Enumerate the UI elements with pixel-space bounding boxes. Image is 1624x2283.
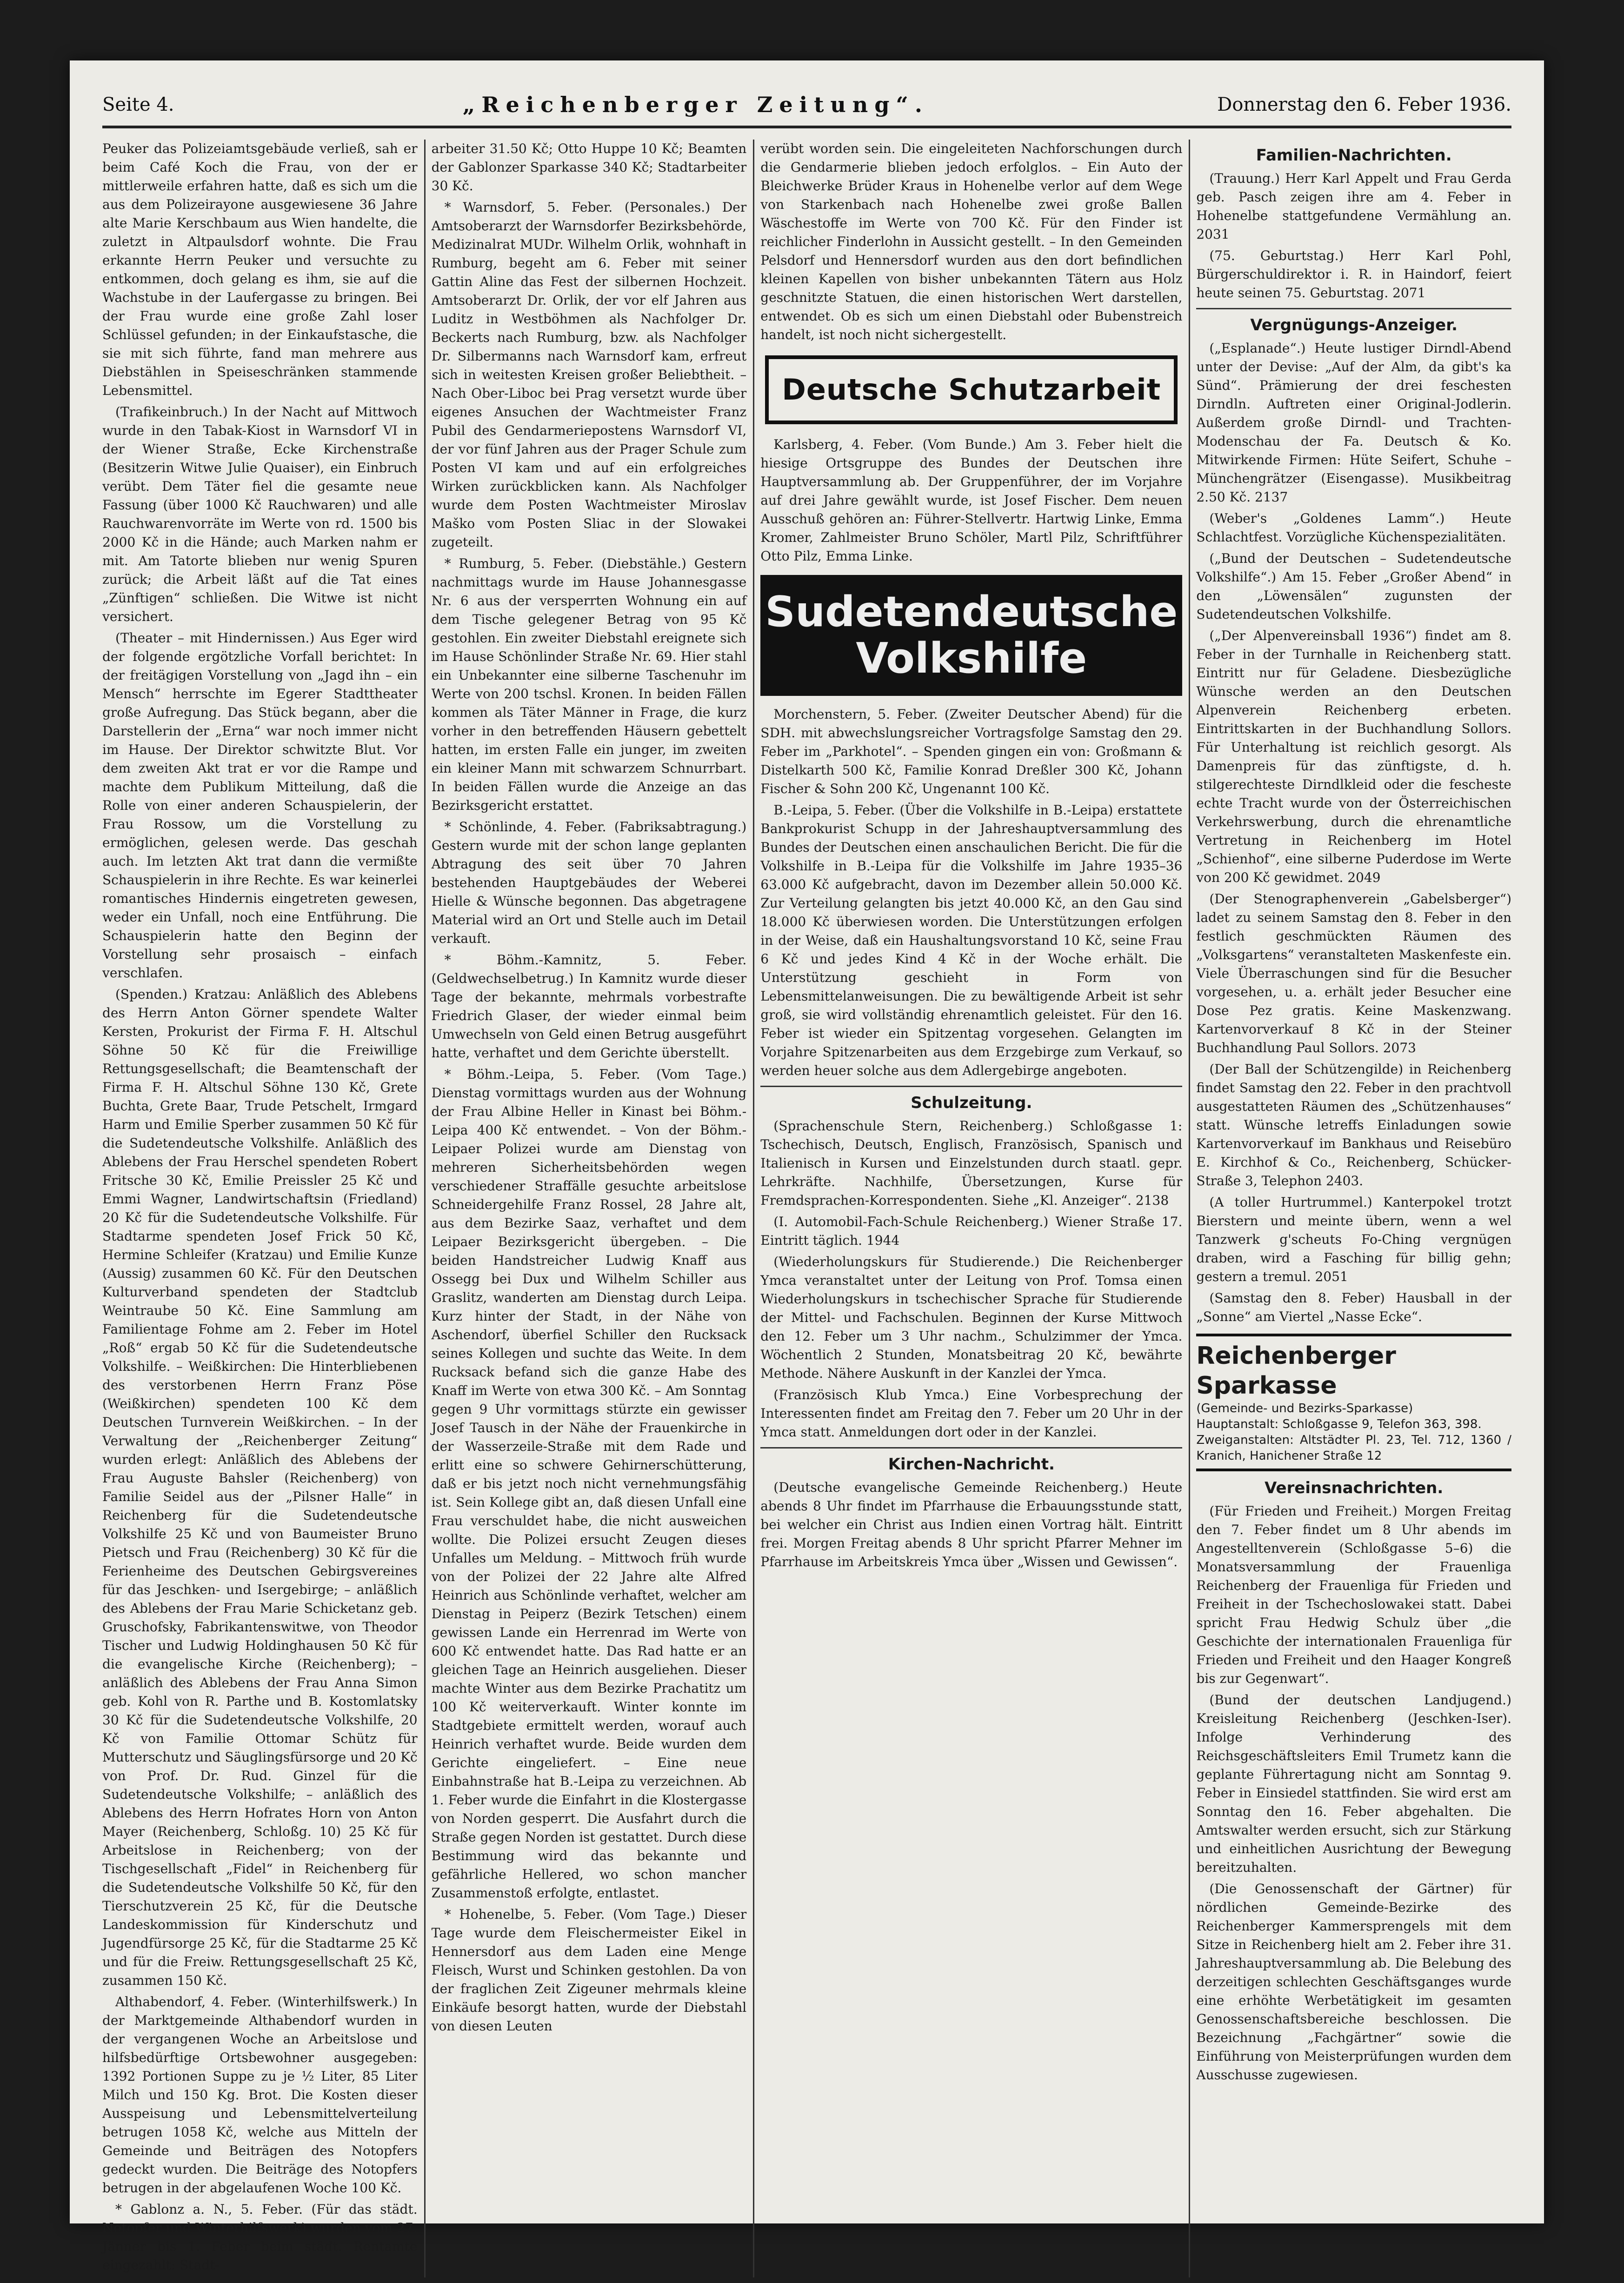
section-heading-church: Kirchen-Nachricht.: [888, 1455, 1055, 1474]
bank-name: Reichenberger Sparkasse: [1196, 1342, 1396, 1400]
issue-date: Donnerstag den 6. Feber 1936.: [1217, 94, 1511, 115]
notice: (75. Geburtstag.) Herr Karl Pohl, Bürgerschuldirektor i. R. in Haindorf, feiert heute seinen 75. Geburtstag. 2071: [1196, 248, 1511, 300]
page-header: [102, 84, 1511, 128]
bank-main-office: Hauptanstalt: Schloßgasse 9, Telefon 363, 398.: [1196, 1417, 1482, 1431]
divider: [760, 1447, 1182, 1449]
notice: (A toller Hurtrummel.) Kanterpokel trotzt Bierstern und meinte übern, wenn a wel Tanzwerk g'scheuts Fo-Ching vergnügen draben, wird a Fasching für billig gehn; gestern a tremul. 2051: [1196, 1195, 1511, 1284]
article: (I. Automobil-Fach-Schule Reichenberg.) Wiener Straße 17. Eintritt täglich. 1944: [760, 1214, 1183, 1248]
notice: (Die Genossenschaft der Gärtner) für nördlichen Gemeinde-Bezirke des Reichenberger Kammersprengels mit dem Sitze in Reichenberg hielt am 2. Feber ihre 31. Jahreshauptversammlung ab. Die Belebung des derzeitigen schlechten Geschäftsganges wurde eine erhöhte Werbetätigkeit im gesamten Genossenschaftsbereiche beschlossen. Die Bezeichnung „Fachgärtner“ sowie die Einführung von Meisterprüfungen wurden dem Ausschusse zugewiesen.: [1196, 1881, 1511, 2083]
article: Morchenstern, 5. Feber. (Zweiter Deutscher Abend) für die SDH. mit abwechslungsreicher Vortragsfolge Samstag den 29. Feber im „Parkhotel“. – Spenden gingen ein von: Großmann & Distelkarth 500 Kč, Familie Konrad Dreßler 300 Kč, Johann Fischer & Sohn 200 Kč, Ungenannt 100 Kč.: [760, 707, 1183, 796]
article-columns: [102, 140, 1511, 2273]
section-heading-amusement: Vergnügungs-Anzeiger.: [1250, 316, 1458, 334]
article: Peuker das Polizeiamtsgebäude verließ, sah er beim Café Koch die Frau, von der er mittlerweile erfahren hatte, daß es sich um die aus dem Polizeirayone ausgewiesene 36 Jahre alte Marie Kerschbaum aus Wien handelte, die zuletzt in Altpaulsdorf wohnte. Die Frau erkannte Herrn Peuker und versuchte zu entkommen, doch gelang es ihm, sie auf die Wachstube in der Laufergasse zu bringen. Bei der Frau wurde eine große Zahl loser Schlüssel gefunden; in der Einkaufstasche, die sie mit sich führte, fand man mehrere aus Diebstählen in Speiseschränken stammende Lebensmittel.: [102, 141, 418, 398]
notice: („Esplanade“.) Heute lustiger Dirndl-Abend unter der Devise: „Auf der Alm, da gibt's ka Sünd“. Prämierung der drei feschesten Dirndln. Auftreten einer Original-Jodlerin. Außerdem große Dirndl- und Trachten-Modenschau der Fa. Deutsch & Ko. Mitwirkende Firmen: Hüte Seifert, Schuhe – Münchengrätzer (Eisengasse). Musikbeitrag 2.50 Kč. 2137: [1196, 340, 1511, 505]
article: arbeiter 31.50 Kč; Otto Huppe 10 Kč; Beamten der Gablonzer Sparkasse 340 Kč; Stadtarbeiter 30 Kč.: [431, 141, 747, 194]
article: (Französisch Klub Ymca.) Eine Vorbesprechung der Interessenten findet am Freitag den 7. Feber um 20 Uhr in der Ymca statt. Anmeldungen dort oder in der Kanzlei.: [760, 1387, 1183, 1440]
newspaper-title: „Reichenberger Zeitung“.: [462, 92, 929, 117]
column-3: [760, 140, 1182, 2277]
article: * Schönlinde, 4. Feber. (Fabriksabtragung.) Gestern wurde mit der schon lange geplanten Abtragung des seit über 70 Jahren bestehenden Hauptgebäudes der Weberei Hielle & Wünsche begonnen. Das abgetragene Material wird an Ort und Stelle auch im Detail verkauft.: [431, 819, 747, 946]
article: Althabendorf, 4. Feber. (Winterhilfswerk.) In der Marktgemeinde Althabendorf wurden in der vergangenen Woche an Arbeitslose und hilfsbedürftige Ortsbewohner ausgegeben: 1392 Portionen Suppe zu je ½ Liter, 85 Liter Milch und 150 Kg. Brot. Die Kosten dieser Ausspeisung und Lebensmittelverteilung betrugen 1058 Kč, welche aus Mitteln der Gemeinde und Beiträgen des Notopfers gedeckt wurden. Die Beiträge des Notopfers betrugen in der abgelaufenen Woche 100 Kč.: [102, 1994, 418, 2196]
notice: (Trauung.) Herr Karl Appelt und Frau Gerda geb. Pasch zeigen ihre am 4. Feber in Hohenelbe stattgefundene Vermählung an. 2031: [1196, 171, 1511, 242]
ad-reichenberger-sparkasse: [1196, 1334, 1511, 1471]
article: verübt worden sein. Die eingeleiteten Nachforschungen durch die Gendarmerie blieben jedoch erfolglos. – Ein Auto der Bleichwerke Brüder Kraus in Hohenelbe verlor auf dem Wege von Starkenbach nach Hohenelbe zwei große Ballen Wäschestoffe im Werte von 700 Kč. Für den Finder ist reichlicher Finderlohn in Aussicht gestellt. – In den Gemeinden Pelsdorf und Hennersdorf wurden aus den dort befindlichen kleinen Kapellen von bisher unbekannten Tätern aus Holz geschnitzte Statuen, die einen historischen Wert darstellen, entwendet. Ob es sich um einen Diebstahl oder Bubenstreich handelt, ist noch nicht sichergestellt.: [760, 141, 1183, 342]
bank-subtitle: (Gemeinde- und Bezirks-Sparkasse): [1196, 1402, 1413, 1415]
article: B.-Leipa, 5. Feber. (Über die Volkshilfe in B.-Leipa) erstattete Bankprokurist Schupp in der Jahreshauptversammlung des Bundes der Deutschen einen anschaulichen Bericht. Die für die Volkshilfe in B.-Leipa für die Volkshilfe im Jahre 1935–36 63.000 Kč aufgebracht, davon im Dezember allein 50.000 Kč. Zur Verteilung gelangten bis jetzt 40.000 Kč, an den Gau sind 18.000 Kč überwiesen worden. Die Unterstützungen erfolgen in der Weise, daß ein Haushaltungsvorstand 10 Kč, seine Frau 6 Kč und jedes Kind 4 Kč in der Woche erhält. Die Unterstützung geschieht in Form von Lebensmittelanweisungen. Die zu bewältigende Arbeit ist sehr groß, sie wird vollständig ehrenamtlich geleistet. Für den 16. Feber ist wieder ein Spitzentag vorgesehen. Gelangten im Vorjahre Spitzenarbeiten aus dem Erzgebirge zum Verkauf, so werden heuer solche aus dem Adlergebirge angeboten.: [760, 802, 1183, 1078]
notice: (Der Ball der Schützengilde) in Reichenberg findet Samstag den 22. Feber in den prachtvoll ausgestatteten Räumen des „Schützenhauses“ statt. Wünsche letreffs Einladungen sowie Kartenvorverkauf im Bankhaus und Reisebüro E. Kirchhof & Co., Reichenberg, Schücker-Straße 3, Telephon 2403.: [1196, 1061, 1511, 1188]
notice: („Bund der Deutschen – Sudetendeutsche Volkshilfe“.) Am 15. Feber „Großer Abend“ in den „Löwensälen“ zugunsten der Sudetendeutschen Volkshilfe.: [1196, 551, 1511, 622]
article: * Böhm.-Leipa, 5. Feber. (Vom Tage.) Dienstag vormittags wurden aus der Wohnung der Frau Albine Heller in Kinast bei Böhm.-Leipa 400 Kč entwendet. – Von der Böhm.-Leipaer Polizei wurde am Dienstag von mehreren Sicherheitsbehörden wegen verschiedener Straffälle gesuchte arbeitslose Schneidergehilfe Franz Rossel, 28 Jahre alt, aus dem Bezirke Saaz, verhaftet und dem Leipaer Bezirksgericht übergeben. – Die beiden Handstreicher Ludwig Knaff aus Ossegg bei Dux und Wilhelm Schiller aus Graslitz, wanderten am Dienstag durch Leipa. Kurz hinter der Stadt, in der Nähe von Aschendorf, überfiel Schiller den Rucksack seines Kollegen und suchte das Weite. In dem Rucksack befand sich die ganze Habe des Knaff im Werte von etwa 300 Kč. – Am Sonntag gegen 9 Uhr vormittags stürzte ein gewisser Josef Tausch in der Nähe der Frauenkirche in der Wasserzeile-Straße mit dem Rade und erlitt eine so schwere Gehirnerschütterung, daß er bis jetzt noch nicht vernehmungsfähig ist. Sein Kollege gibt an, daß diesen Unfall eine Frau verschuldet habe, die nicht ausweichen wollte. Die Polizei ersucht Zeugen dieses Unfalles um Meldung. – Mittwoch früh wurde von der Polizei der 22 Jahre alte Alfred Heinrich aus Schönlinde verhaftet, welcher am Dienstag in Peiperz (Bezirk Tetschen) einem gewissen Lande ein Herrenrad im Werte von 600 Kč entwendet hatte. Das Rad hatte er an gleichen Tage an Heinrich ausgeliehen. Dieser machte Winter aus dem Bezirke Prachatitz um 100 Kč weiterverkauft. Winter konnte im Stadtgebiete ermittelt werden, worauf auch Heinrich verhaftet wurde. Beide wurden dem Gerichte eingeliefert. – Eine neue Einbahnstraße hat B.-Leipa zu verzeichnen. Ab 1. Feber wurde die Einfahrt in die Klostergasse von Norden gesperrt. Die Ausfahrt durch die Straße gegen Norden ist gestattet. Durch diese Bestimmung wird das bekannte und gefährliche Hellered, wo schon mancher Zusammenstoß erfolgte, entlastet.: [431, 1067, 747, 1901]
article: * Rumburg, 5. Feber. (Diebstähle.) Gestern nachmittags wurde im Hause Johannesgasse Nr. 6 aus der versperrten Wohnung ein auf dem Tische gelegener Betrag von 95 Kč gestohlen. Ein zweiter Diebstahl ereignete sich im Hause Schönlinder Straße Nr. 69. Hier stahl ein Unbekannter eine silberne Taschenuhr im Werte von 200 tschsl. Kronen. In beiden Fällen kommen als Täter Männer in Frage, die kurz vorher in den betreffenden Häusern gebettelt hatten, im ersten Falle ein junger, im zweiten ein kleiner Mann mit schwarzem Schnurrbart. In beiden Fällen wurde die Anzeige an das Bezirksgericht erstattet.: [431, 556, 747, 813]
section-heading-school: Schulzeitung.: [911, 1094, 1032, 1112]
article: (Trafikeinbruch.) In der Nacht auf Mittwoch wurde in den Tabak-Kiost in Warnsdorf VI in der Wiener Straße, Ecke Kirchenstraße (Besitzerin Witwe Julie Quaiser), ein Einbruch verübt. Dem Täter fiel die gesamte neue Fassung (über 1000 Kč Rauchwaren) und alle Rauchwarenvorräte im Werte von rd. 1500 bis 2000 Kč in die Hände; auch Marken nahm er mit. Am Tatorte blieben nur wenig Spuren zurück; die Arbeit läßt auf die Tat eines „Zünftigen“ schließen. Die Witwe ist nicht versichert.: [102, 404, 418, 624]
article: (Wiederholungskurs für Studierende.) Die Reichenberger Ymca veranstaltet unter der Leitung von Prof. Tomsa einen Wiederholungskurs in tschechischer Sprache für Studierende der Mittel- und Fachschulen. Beginnen der Kurse Mittwoch den 12. Feber um 3 Uhr nachm., Schulzimmer der Ymca. Wöchentlich 2 Stunden, Monatsbeitrag 20 Kč, bewährte Methode. Nähere Auskunft in der Kanzlei der Ymca.: [760, 1254, 1183, 1381]
notice: (Bund der deutschen Landjugend.) Kreisleitung Reichenberg (Jeschken-Iser). Infolge Verhinderung des Reichsgeschäftsleiters Emil Trumetz kann die geplante Führertagung nicht am Sonntag 9. Feber in Einsiedel stattfinden. Sie wird erst am Sonntag den 16. Feber abgehalten. Die Amtswalter werden ersucht, sich zur Stärkung und einheitlichen Ausrichtung der Bewegung bereitzuhalten.: [1196, 1692, 1511, 1875]
ad-sudetendeutsche-volkshilfe: [760, 575, 1182, 696]
column-2: [432, 140, 747, 2277]
article: Karlsberg, 4. Feber. (Vom Bunde.) Am 3. Feber hielt die hiesige Ortsgruppe des Bundes der Deutschen ihre Hauptversammlung ab. Der Gruppenführer, der im Vorjahre auf drei Jahre gewählt wurde, ist Josef Fischer. Dem neuen Ausschuß gehören an: Führer-Stellvertr. Hartwig Linke, Emma Kromer, Zahlmeister Bruno Schöler, Martl Pilz, Schriftführer Otto Pilz, Emma Linke.: [760, 437, 1183, 564]
notice: (Samstag den 8. Feber) Hausball in der „Sonne“ am Viertel „Nasse Ecke“.: [1196, 1290, 1511, 1324]
ad-line: Volkshilfe: [856, 634, 1087, 683]
notice: (Weber's „Goldenes Lamm“.) Heute Schlachtfest. Vorzügliche Küchenspezialitäten.: [1196, 511, 1511, 545]
ad-deutsche-schutzarbeit: Deutsche Schutzarbeit: [765, 355, 1178, 424]
notice: (Für Frieden und Freiheit.) Morgen Freitag den 7. Feber findet um 8 Uhr abends im Angestelltenverein (Schloßgasse 5–6) die Monatsversammlung der Frauenliga Reichenberg der Frauenliga für Frieden und Freiheit in der Tschechoslowakei statt. Dabei spricht Frau Hedwig Schulz über „die Geschichte der internationalen Frauenliga für Frieden und Freiheit und den Haager Kongreß bis zur Gegenwart“.: [1196, 1503, 1511, 1686]
section-heading-clubs: Vereinsnachrichten.: [1265, 1479, 1444, 1497]
column-1: [102, 140, 418, 2277]
column-4: [1196, 140, 1511, 2277]
notice: (Der Stenographenverein „Gabelsberger“) ladet zu seinem Samstag den 8. Feber in den festlich geschmückten Räumen des „Volksgartens“ veranstalteten Maskenfeste ein. Viele Überraschungen sind für die Besucher vorgesehen, u. a. erhält jeder Besucher eine Dose Pez gratis. Keine Maskenzwang. Kartenvorverkauf 8 Kč in der Steiner Buchhandlung Paul Sollors. 2073: [1196, 891, 1511, 1055]
article: * Böhm.-Kamnitz, 5. Feber. (Geldwechselbetrug.) In Kamnitz wurde dieser Tage der bekannte, mehrmals vorbestrafte Friedrich Glaser, der wieder einmal beim Umwechseln von Geld einen Betrug ausgeführt hatte, verhaftet und dem Gerichte überstellt.: [431, 952, 747, 1061]
article: * Gablonz a. N., 5. Feber. (Für das städt. Notopfer und Winterhilfswerk) wurden vom 27. Jänner bis 1. Feber beim städt. Rentamte eingezahlt: Stadt-: [102, 2202, 418, 2273]
article: (Spenden.) Kratzau: Anläßlich des Ablebens des Herrn Anton Görner spendete Walter Kersten, Prokurist der Firma F. H. Altschul Söhne 50 Kč für die Freiwillige Rettungsgesellschaft; die Beamtenschaft der Firma F. H. Altschul Söhne 130 Kč, Grete Buchta, Grete Baar, Trude Petschelt, Irmgard Harm und Emilie Sperber zusammen 50 Kč für die Sudetendeutsche Volkshilfe. Anläßlich des Ablebens der Frau Herschel spendeten Robert Fritsche 30 Kč, Emilie Preissler 25 Kč und Emmi Wagner, Landwirtschaftsin (Friedland) 20 Kč für die Sudetendeutsche Volkshilfe. Für Stadtarme spendeten Josef Frick 50 Kč, Hermine Schleifer (Kratzau) und Emilie Kunze (Aussig) zusammen 60 Kč. Für den Deutschen Kulturverband spendeten der Stadtclub Weintraube 50 Kč. Eine Sammlung am Familientage Fohme am 2. Feber im Hotel „Roß“ ergab 50 Kč für die Sudetendeutsche Volkshilfe. – Weißkirchen: Die Hinterbliebenen des verstorbenen Herrn Franz Pöse (Weißkirchen) spendeten 100 Kč dem Deutschen Turnverein Weißkirchen. – In der Verwaltung der „Reichenberger Zeitung“ wurden erlegt: Anläßlich des Ablebens der Frau Auguste Bahsler (Reichenberg) von Familie Seidel aus der „Pilsner Halle“ in Reichenberg für die Sudetendeutsche Volkshilfe 25 Kč und von Baumeister Bruno Pietsch und Frau (Reichenberg) 30 Kč für die Ferienheime des Deutschen Gebirgsvereines für das Jeschken- und Isergebirge; – anläßlich des Ablebens der Frau Marie Schicketanz geb. Gruschofsky, Fabrikantenswitwe, von Theodor Tischer und Ludwig Holdinghausen 50 Kč für die evangelische Kirche (Reichenberg); – anläßlich des Ablebens der Frau Anna Simon geb. Kohl von R. Parthe und B. Kostomlatsky 30 Kč für die Sudetendeutsche Volkshilfe, 20 Kč von Familie Ottomar Schütz für Mutterschutz und Säuglingsfürsorge und 20 Kč von Prof. Dr. Rud. Ginzel für die Sudetendeutsche Volkshilfe; – anläßlich des Ablebens des Herrn Hofrates Horn von Anton Mayer (Reichenberg, Schloßg. 10) 25 Kč für Arbeitslose in Reichenberg; von der Tischgesellschaft „Fidel“ in Reichenberg für die Sudetendeutsche Volkshilfe 50 Kč, für den Tierschutzverein 25 Kč, für die Deutsche Landeskommission für Kinderschutz und Jugendfürsorge 25 Kč, für die Stadtarme 25 Kč und für die Freiw. Rettungsgesellschaft 25 Kč, zusammen 150 Kč.: [102, 987, 418, 1988]
newspaper-page: [70, 60, 1544, 2273]
ad-line: Sudetendeutsche: [765, 587, 1178, 636]
page-number: Seite 4.: [102, 94, 174, 115]
article: (Deutsche evangelische Gemeinde Reichenberg.) Heute abends 8 Uhr findet im Pfarrhause die Erbauungsstunde statt, bei welcher ein Christ aus Indien einen Vortrag hält. Eintritt frei. Morgen Freitag abends 8 Uhr spricht Pfarrer Mehner im Pfarrhause im Arbeitskreis Ymca über „Wissen und Gewissen“.: [760, 1480, 1183, 1569]
notice: („Der Alpenvereinsball 1936“) findet am 8. Feber in der Turnhalle in Reichenberg statt. Eintritt nur für Geladene. Diesbezügliche Wünsche werden an den Deutschen Alpenverein Reichenberg erbeten. Eintrittskarten in der Buchhandlung Sollors. Für Unterhaltung ist reichlich gesorgt. Als Damenpreis für das zünftigste, d. h. stilgerechteste Dirndlkleid oder die fescheste echte Tracht wurde von der Österreichischen Verkehrswerbung, durch die ehrenamtliche Vertretung in Reichenberg im Hotel „Schienhof“, eine silberne Puderdose im Werte von 200 Kč gewidmet. 2049: [1196, 628, 1511, 885]
section-heading-family: Familien-Nachrichten.: [1256, 146, 1452, 165]
article: * Hohenelbe, 5. Feber. (Vom Tage.) Dieser Tage wurde dem Fleischermeister Eikel in Hennersdorf aus dem Laden eine Menge Fleisch, Wurst und Schinken gestohlen. Da von der fraglichen Zeit Zigeuner mehrmals kleine Einkäufe besorgt hatten, wurde der Diebstahl von diesen Leuten: [431, 1907, 747, 2034]
divider: [760, 1086, 1182, 1087]
article: (Theater – mit Hindernissen.) Aus Eger wird der folgende ergötzliche Vorfall berichtet: In der freitägigen Vorstellung von „Jagd ihn – ein Mensch“ herrschte im Egerer Stadttheater große Aufregung. Das Stück begann, aber die Darstellerin der „Erna“ war noch immer nicht im Hause. Der Direktor schwitzte Blut. Vor dem zweiten Akt trat er vor die Rampe und machte dem Publikum Mitteilung, daß die Rolle von einer anderen Schauspielerin, der Frau Rossow, um die Vorstellung zu ermöglichen, gelesen werde. Das geschah auch. Im letzten Akt trat dann die vermißte Schauspielerin in ihre Rechte. Es war keinerlei romantisches Hindernis eingetreten gewesen, weder ein Unfall, noch eine Entführung. Die Schauspielerin hatte den Beginn der Vorstellung sehr prosaisch – einfach verschlafen.: [102, 630, 418, 981]
article: * Warnsdorf, 5. Feber. (Personales.) Der Amtsoberarzt der Warnsdorfer Bezirksbehörde, Medizinalrat MUDr. Wilhelm Orlik, wohnhaft in Rumburg, begeht am 6. Feber mit seiner Gattin Aline das Fest der silbernen Hochzeit. Amtsoberarzt Dr. Orlik, der vor elf Jahren aus Luditz in Westböhmen als Nachfolger Dr. Beckerts nach Rumburg, bzw. als Nachfolger Dr. Silbermanns nach Warnsdorf kam, erfreut sich in weitesten Kreisen großer Beliebtheit. – Nach Ober-Liboc bei Prag versetzt wurde über eigenes Ansuchen der Wachtmeister Franz Pubil des Gendarmeriepostens Warnsdorf VI, der vor fünf Jahren aus der Prager Schule zum Posten VI kam und auf ein erfolgreiches Wirken zurückblicken kann. Als Nachfolger wurde dem Posten Wachtmeister Miroslav Maško vom Posten Sliac in der Slowakei zugeteilt.: [431, 200, 747, 550]
divider: [1196, 308, 1511, 309]
article: (Sprachenschule Stern, Reichenberg.) Schloßgasse 1: Tschechisch, Deutsch, Englisch, Französisch, Spanisch und Italienisch in Kursen und Einzelstunden durch staatl. gepr. Lehrkräfte. Nachhilfe, Übersetzungen, Kurse für Fremdsprachen-Korrespondenten. Siehe „Kl. Anzeiger“. 2138: [760, 1118, 1183, 1208]
bank-branches: Zweiganstalten: Altstädter Pl. 23, Tel. 712, 1360 / Kranich, Hanichener Straße 12: [1196, 1433, 1511, 1463]
